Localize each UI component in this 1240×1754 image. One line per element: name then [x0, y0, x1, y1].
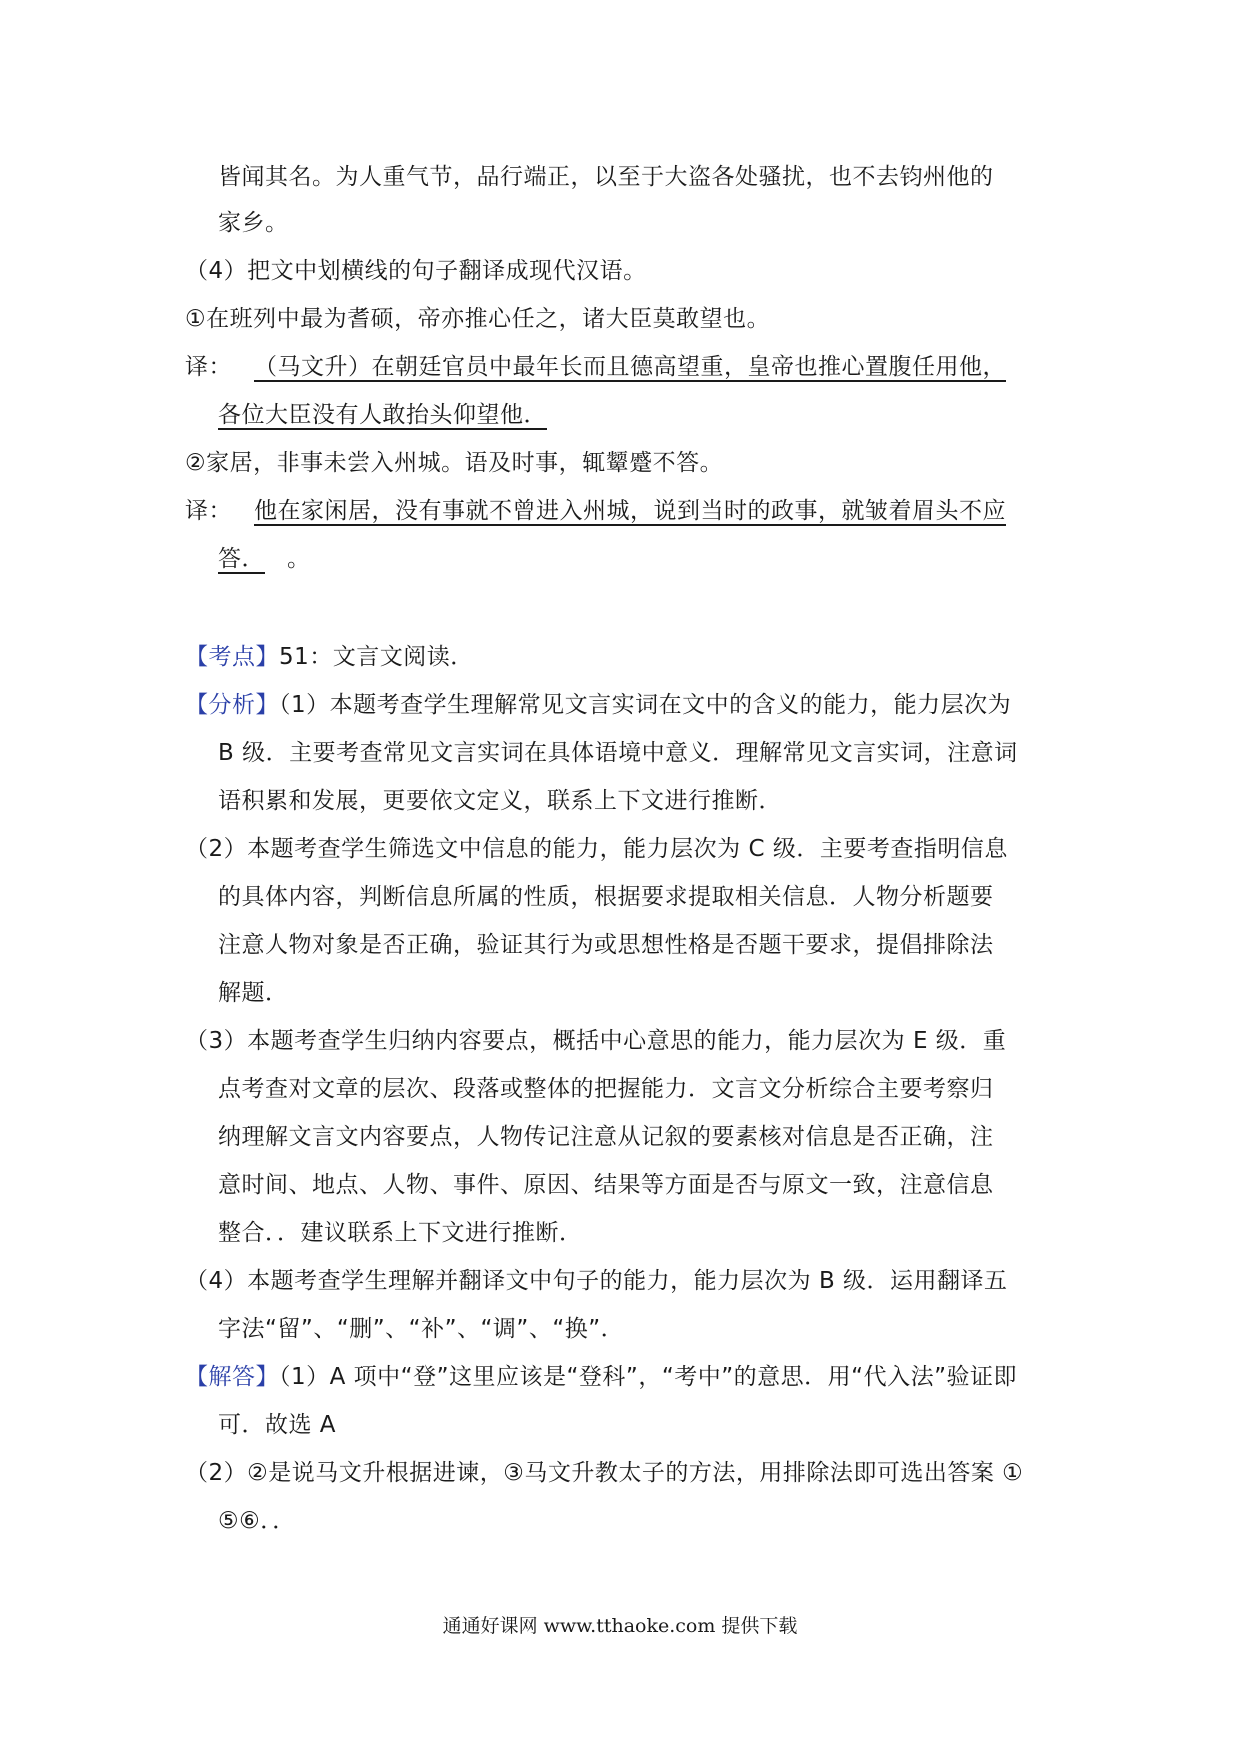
- kaodian-text: 51：文言文阅读．: [279, 644, 474, 670]
- translation-line: [185, 494, 1006, 528]
- analysis-line: B 级．主要考查常见文言实词在具体语境中意义．理解常见文言实词，注意词: [218, 740, 1018, 766]
- translation-end: 。: [287, 546, 311, 572]
- translation-line: [218, 398, 569, 432]
- analysis-line: 注意人物对象是否正确，验证其行为或思想性格是否题干要求，提倡排除法: [218, 932, 994, 958]
- analysis-line: 点考查对文章的层次、段落或整体的把握能力．文言文分析综合主要考察归: [218, 1076, 994, 1102]
- answer-line: （2）②是说马文升根据进谏，③马文升教太子的方法，用排除法即可选出答案 ①: [185, 1460, 1024, 1486]
- translation-text: （马文升）在朝廷官员中最年长而且德高望重，皇帝也推心置腹任用他，: [254, 354, 1006, 380]
- analysis-line: （2）本题考查学生筛选文中信息的能力，能力层次为 C 级．主要考查指明信息: [185, 836, 1008, 862]
- analysis-line: 的具体内容，判断信息所属的性质，根据要求提取相关信息．人物分析题要: [218, 884, 994, 910]
- analysis-line: 语积累和发展，更要依文定义，联系上下文进行推断．: [218, 788, 782, 814]
- jieda-line: [185, 1360, 1017, 1394]
- source-sentence: ②家居，非事未尝入州城。语及时事，辄颦蹙不答。: [185, 450, 724, 476]
- analysis-line: （3）本题考查学生归纳内容要点，概括中心意思的能力，能力层次为 E 级．重: [185, 1028, 1007, 1054]
- passage-line: 皆闻其名。为人重气节，品行端正，以至于大盗各处骚扰，也不去钧州他的: [218, 164, 994, 190]
- analysis-line: 整合．．建议联系上下文进行推断．: [218, 1220, 583, 1246]
- answer-line: 可．故选 A: [218, 1412, 337, 1438]
- source-sentence: ①在班列中最为耆硕，帝亦推心任之，诸大臣莫敢望也。: [185, 306, 771, 332]
- fenxi-line: [185, 688, 1011, 722]
- translation-label: 译：: [185, 498, 232, 524]
- answer-line: ⑤⑥．．: [218, 1508, 296, 1534]
- page-footer: 通通好课网 www.tthaoke.com 提供下载: [442, 1615, 798, 1637]
- jieda-tag: 【解答】: [185, 1364, 279, 1390]
- translation-text: 各位大臣没有人敢抬头仰望他．: [218, 402, 547, 428]
- translation-line: [218, 542, 311, 576]
- answer-text: （1）A 项中“登”这里应该是“登科”，“考中”的意思．用“代入法”验证即: [279, 1364, 1018, 1390]
- question-prompt: （4）把文中划横线的句子翻译成现代汉语。: [185, 258, 647, 284]
- kaodian-line: [185, 640, 474, 674]
- analysis-line: （4）本题考查学生理解并翻译文中句子的能力，能力层次为 B 级．运用翻译五: [185, 1268, 1008, 1294]
- kaodian-tag: 【考点】: [185, 644, 279, 670]
- passage-line: 家乡。: [218, 210, 289, 236]
- fenxi-tag: 【分析】: [185, 692, 279, 718]
- analysis-line: 解题．: [218, 980, 289, 1006]
- translation-text: 他在家闲居，没有事就不曾进入州城，说到当时的政事，就皱着眉头不应: [254, 498, 1006, 524]
- translation-text: 答．: [218, 546, 265, 572]
- analysis-line: 字法“留”、“删”、“补”、“调”、“换”．: [218, 1316, 625, 1342]
- analysis-line: 意时间、地点、人物、事件、原因、结果等方面是否与原文一致，注意信息: [218, 1172, 994, 1198]
- analysis-text: （1）本题考查学生理解常见文言实词在文中的含义的能力，能力层次为: [279, 692, 1012, 718]
- translation-line: [185, 350, 1006, 384]
- analysis-line: 纳理解文言文内容要点，人物传记注意从记叙的要素核对信息是否正确，注: [218, 1124, 994, 1150]
- translation-label: 译：: [185, 354, 232, 380]
